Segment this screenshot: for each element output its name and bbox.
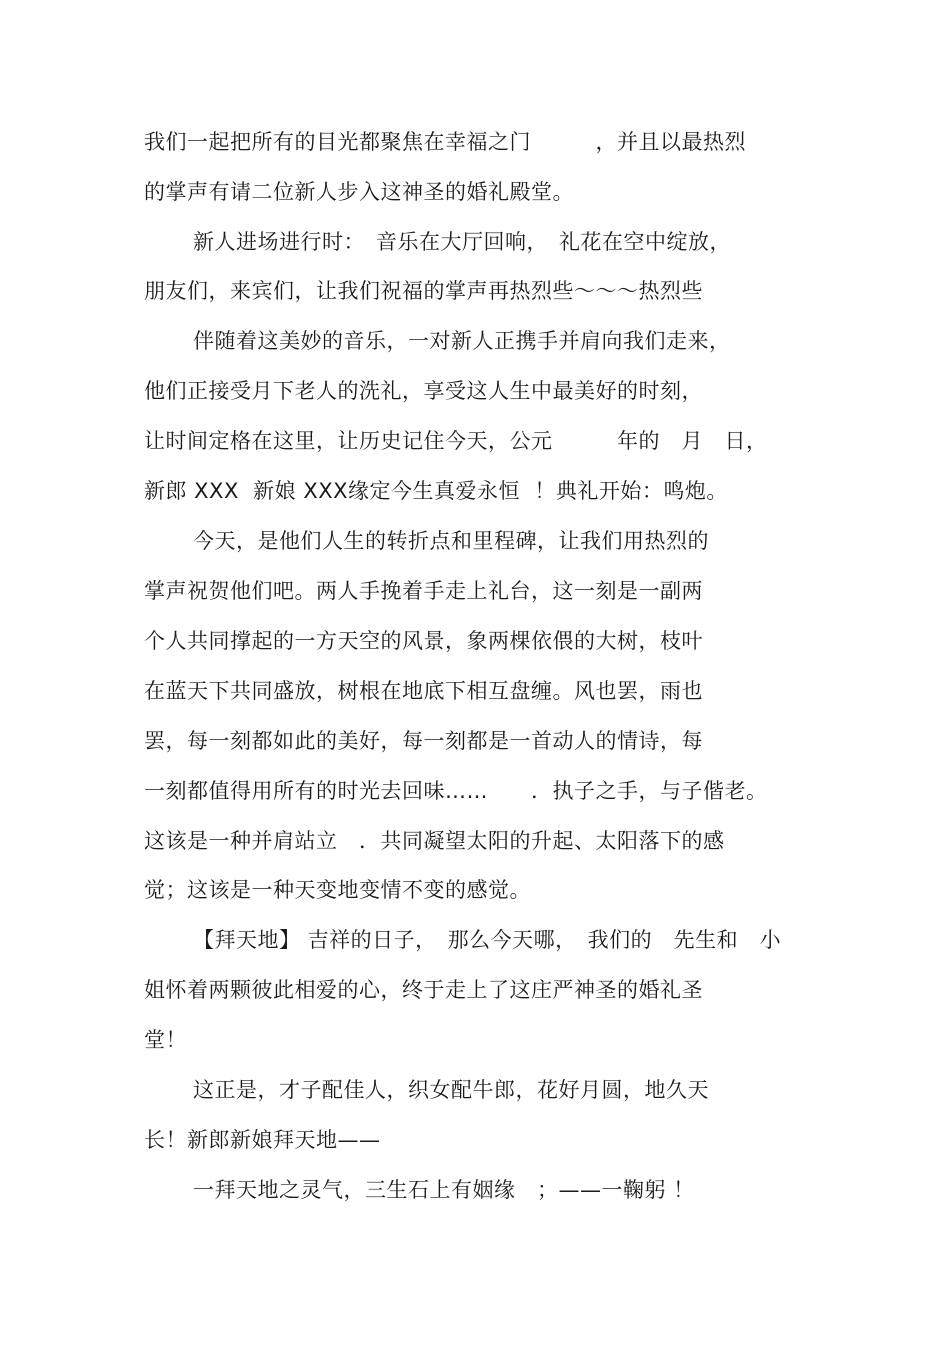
text-line: 堂！ xyxy=(144,1028,187,1052)
text-line: 这正是，才子配佳人，织女配牛郎，花好月圆，地久天 xyxy=(193,1078,709,1102)
text-line: 在蓝天下共同盛放，树根在地底下相互盘缠。风也罢，雨也 xyxy=(144,679,703,703)
text-line: 这该是一种并肩站立 ．共同凝望太阳的升起、太阳落下的感 xyxy=(144,829,725,853)
text-line: 姐怀着两颗彼此相爱的心，终于走上了这庄严神圣的婚礼圣 xyxy=(144,978,703,1002)
text-line: 让时间定格在这里，让历史记住今天，公元 年的 月 日， xyxy=(144,429,768,453)
text-line: 觉；这该是一种天变地变情不变的感觉。 xyxy=(144,878,531,902)
text-line: 朋友们，来宾们，让我们祝福的掌声再热烈些～～～热烈些 xyxy=(144,279,703,303)
text-line: 一刻都值得用所有的时光去回味…… ．执子之手，与子偕老。 xyxy=(144,779,768,803)
text-line: 【拜天地】 吉祥的日子， 那么今天哪， 我们的 先生和 小 xyxy=(193,928,782,952)
text-line: 长！新郎新娘拜天地—— xyxy=(144,1128,381,1152)
text-line: 伴随着这美妙的音乐，一对新人正携手并肩向我们走来， xyxy=(193,329,731,353)
text-line: 掌声祝贺他们吧。两人手挽着手走上礼台，这一刻是一副两 xyxy=(144,579,703,603)
text-line: 一拜天地之灵气，三生石上有姻缘 ；——一鞠躬 ！ xyxy=(193,1178,695,1202)
text-line: 个人共同撑起的一方天空的风景，象两棵依偎的大树，枝叶 xyxy=(144,629,703,653)
text-line: 他们正接受月下老人的洗礼，享受这人生中最美好的时刻， xyxy=(144,379,703,403)
text-line: 我们一起把所有的目光都聚焦在幸福之门 ，并且以最热烈 xyxy=(144,130,746,154)
text-line: 新人进场进行时： 音乐在大厅回响， 礼花在空中绽放， xyxy=(193,230,731,254)
text-line: 今天，是他们人生的转折点和里程碑，让我们用热烈的 xyxy=(193,529,709,553)
text-line: 新郎 XXX 新娘 XXX缘定今生真爱永恒 ！典礼开始：鸣炮。 xyxy=(144,479,728,503)
text-line: 罢，每一刻都如此的美好，每一刻都是一首动人的情诗，每 xyxy=(144,729,703,753)
text-line: 的掌声有请二位新人步入这神圣的婚礼殿堂。 xyxy=(144,180,574,204)
